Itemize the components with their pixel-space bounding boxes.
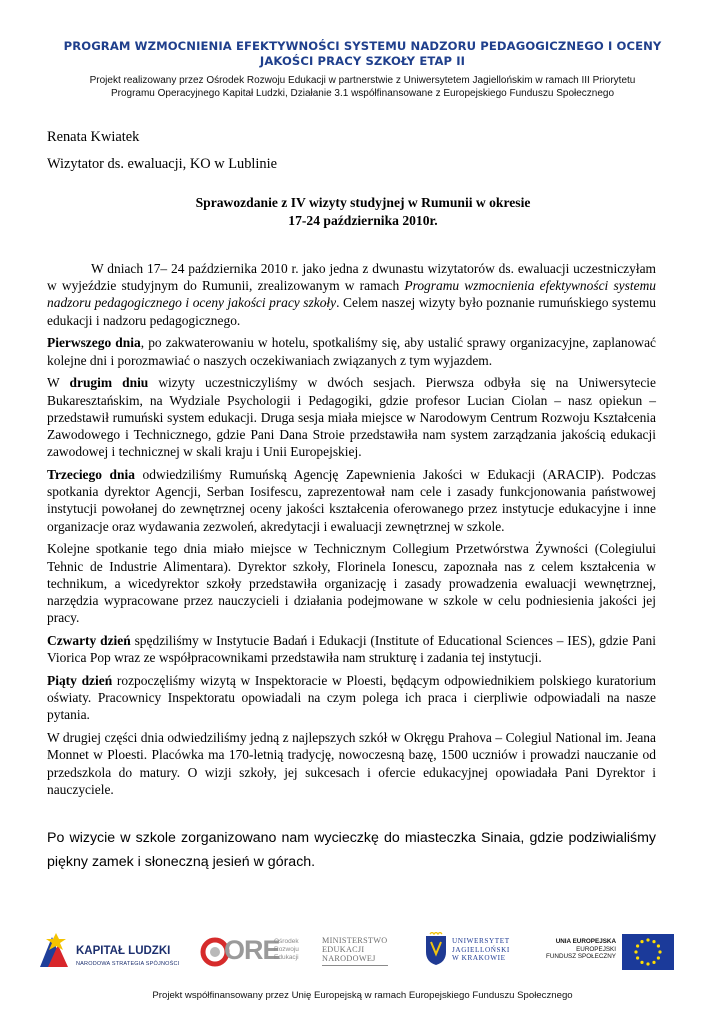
project-subtitle-line2: Programu Operacyjnego Kapitał Ludzki, Działanie 3.1 współfinansowane z Europejskiego Funduszu Społecznego — [110, 88, 615, 99]
kapital-ludzki-subtitle: NARODOWA STRATEGIA SPÓJNOŚCI — [76, 961, 180, 967]
uj-logo — [424, 930, 524, 974]
day-5-label: Piąty dzień — [47, 673, 113, 689]
men-line2: EDUKACJI — [322, 945, 365, 954]
intro-text: W dniach 17– 24 października 2010 r. jako jedna z dwunastu wizytatorów ds. ewaluacji uczestniczyłam w wyjeździe studyjnym do Rumunii, zrealizowanym w ramach — [47, 261, 656, 294]
footer-note: Projekt współfinansowany przez Unię Europejską w ramach Europejskiego Funduszu Społecznego — [152, 990, 573, 1001]
eu-flag-icon — [622, 934, 674, 970]
eu-line2: EUROPEJSKI — [576, 945, 616, 953]
paragraph-day-5 — [47, 672, 656, 724]
ore-text — [274, 938, 299, 962]
men-logo — [322, 936, 402, 966]
ore-text-line3: Edukacji — [274, 954, 299, 961]
paragraph-intro — [47, 260, 656, 329]
day-1-text: , po zakwaterowaniu w hotelu, spotkaliśmy się, aby ustalić sprawy organizacyjne, zaplanować kolejne dni i porozmawiać o naszych oczekiwaniach związanych z tym wyjazdem. — [47, 335, 656, 368]
men-line3: NARODOWEJ — [322, 954, 376, 963]
kapital-ludzki-logo — [38, 927, 178, 973]
day-4-text: spędziliśmy w Instytucie Badań i Edukacji (Institute of Educational Sciences – IES), gdzie Pani Viorica Pop wraz ze współpracownikami przedstawiła nam strukturę i zadania tej instytucji. — [47, 633, 656, 666]
paragraph-day-5-continued: W drugiej części dnia odwiedziliśmy jedną z najlepszych szkół w Okręgu Prahova – Colegiul National im. Jeana Monnet w Ploesti. Placówka ma 170-letnią tradycję, nowoczesną bazę, 1500 uczniów i prowadzi nauczanie od przedszkola do matury. O wizji szkoły, jej sukcesach i ofercie edukacyjnej opowiadała Pani Dyrektor i nauczyciele. — [47, 730, 656, 797]
author-position: Wizytator ds. ewaluacji, KO w Lublinie — [47, 156, 278, 172]
closing-paragraph: Po wizycie w szkole zorganizowano nam wycieczkę do miasteczka Sinaia, gdzie podziwialiśmy piękny zamek i słoneczną jesień w górach. — [47, 830, 656, 870]
men-line1: MINISTERSTWO — [322, 936, 388, 945]
report-title-line1: Sprawozdanie z IV wizyty studyjnej w Rumunii w okresie — [195, 195, 531, 210]
uj-crest-icon — [424, 932, 448, 966]
ore-text-line1: Ośrodek — [274, 938, 299, 945]
report-body — [47, 260, 656, 804]
eu-text — [532, 938, 616, 961]
uj-line2: JAGIELLOŃSKI — [452, 945, 510, 954]
day-2-prefix: W — [47, 375, 70, 391]
eu-line1: UNIA EUROPEJSKA — [555, 938, 616, 945]
uj-text — [452, 937, 510, 963]
paragraph-day-3-continued: Kolejne spotkanie tego dnia miało miejsce w Technicznym Collegium Przetwórstwa Żywności (Colegiului Tehnic de Industrie Alimentara). Dyrektor szkoły, Florinela Ionescu, zapoznała nas z celem kształcenia w technikum, a wicedyrektor szkoły przedstawiła organizację i zasady prowadzenia ewaluacji wewnętrznej, narzędzia wypracowane przez nauczycieli i działania podejmowane w szkole w celu podniesienia jakości jej pracy. — [47, 541, 656, 626]
ore-logo — [200, 935, 300, 975]
day-3-text: odwiedziliśmy Rumuńską Agencję Zapewnienia Jakości w Edukacji (ARACIP). Podczas spotkania dyrektor Agencji, Serban Iosifescu, zaprezentował nam cele i zasady funkcjonowania państwowej instytucji powołanej do zewnętrznej oceny jakości kształcenia oferowanego przez instytucje edukacyjne i inne organizacje oraz wydawania zezwoleń, akredytacji i ewaluacji zewnętrznej w szkole. — [47, 467, 656, 534]
author-name: Renata Kwiatek — [47, 129, 140, 145]
paragraph-day-1 — [47, 334, 656, 368]
uj-line1: UNIWERSYTET — [452, 937, 510, 945]
intro-text-end: . Celem naszej wizyty było poznanie rumuńskiego systemu edukacji i nadzoru pedagogicznego. — [47, 295, 657, 328]
program-title — [20, 39, 705, 69]
project-subtitle-line1: Projekt realizowany przez Ośrodek Rozwoju Edukacji w partnerstwie z Uniwersytetem Jagiellońskim w ramach III Priorytetu — [89, 75, 636, 86]
report-title — [47, 194, 679, 230]
program-title-line1: PROGRAM WZMOCNIENIA EFEKTYWNOŚCI SYSTEMU NADZORU PEDAGOGICZNEGO I OCENY — [63, 39, 662, 53]
program-title-line2: JAKOŚCI PRACY SZKOŁY ETAP II — [259, 54, 466, 68]
ore-text-line2: Rozwoju — [274, 946, 299, 953]
paragraph-day-3 — [47, 466, 656, 535]
men-divider — [322, 965, 388, 966]
day-2-text: wizyty uczestniczyliśmy w dwóch sesjach. Pierwsza odbyła się na Uniwersytecie Bukaresztańskim, na Wydziale Psychologii i Pedagogiki, gdzie profesor Lucian Ciolan – nasz opiekun – przedstawił rumuński system edukacji. Druga sesja miała miejsce w Narodowym Centrum Rozwoju Kształcenia Zawodowego i Technicznego, gdzie Pani Dana Stroie przedstawiła nam system zarządzania jakością edukacji zawodowej i technicznej w skali kraju i Unii Europejskiej. — [47, 375, 656, 460]
logo-bar — [0, 920, 725, 980]
day-3-label: Trzeciego dnia — [47, 467, 135, 483]
project-subtitle — [30, 74, 695, 100]
kapital-ludzki-name: KAPITAŁ LUDZKI — [76, 945, 171, 957]
kapital-ludzki-emblem-icon — [38, 927, 74, 971]
day-1-label: Pierwszego dnia — [47, 335, 141, 351]
report-title-line2: 17-24 października 2010r. — [288, 213, 438, 228]
day-2-label: drugim dniu — [69, 375, 149, 391]
program-name-italic: Programu wzmocnienia efektywności systemu nadzoru pedagogicznego i oceny jakości pracy szkoły — [47, 278, 656, 311]
ore-mark: ORE — [224, 935, 280, 965]
day-4-label: Czwarty dzień — [47, 633, 131, 649]
eu-line3: FUNDUSZ SPOŁECZNY — [546, 953, 616, 960]
paragraph-day-2 — [47, 374, 656, 460]
day-5-text: rozpoczęliśmy wizytą w Inspektoracie w Ploesti, będącym odpowiednikiem polskiego kuratorium oświaty. Pracownicy Inspektoratu opowiadali na czym polega ich praca i cierpliwie odpowiadali na nasze pytania. — [47, 673, 657, 723]
paragraph-day-4 — [47, 632, 656, 666]
uj-line3: W KRAKOWIE — [452, 954, 506, 962]
eu-logo — [532, 932, 682, 974]
